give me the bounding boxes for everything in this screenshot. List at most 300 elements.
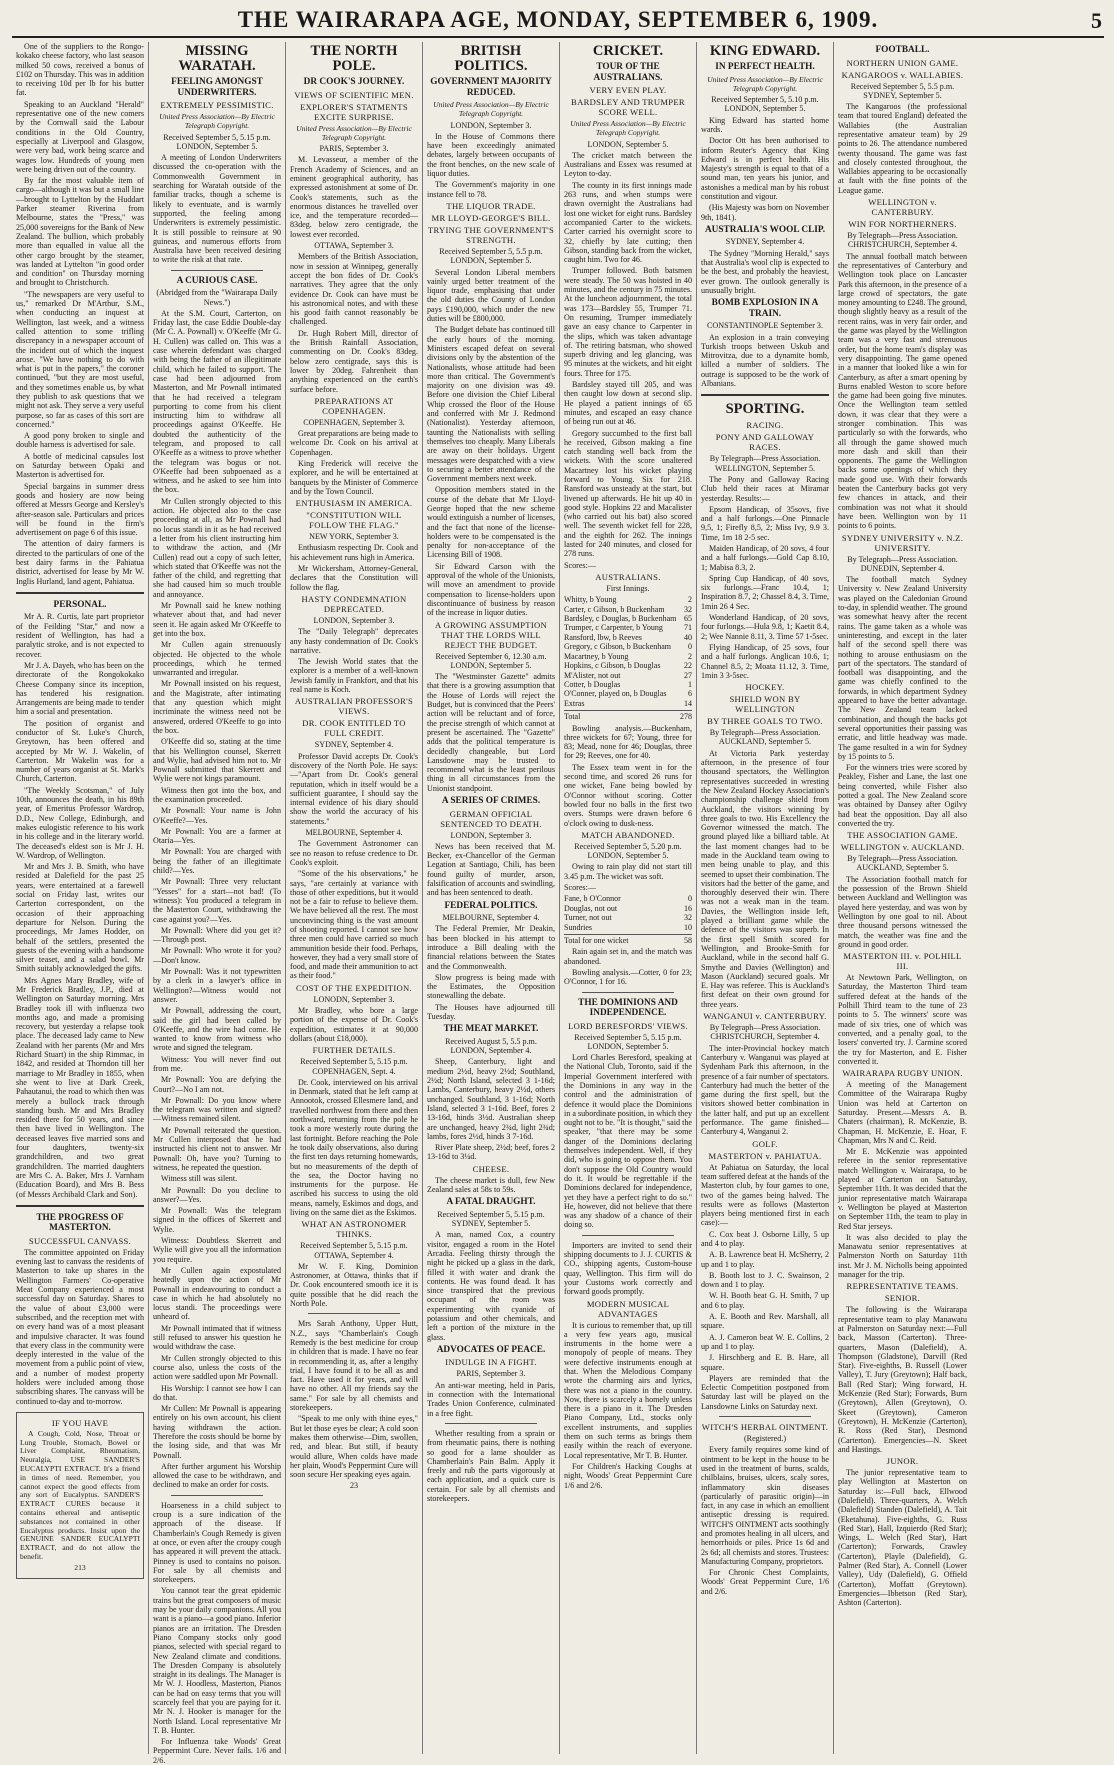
article-paragraph: Mr Pownall: Three very reluctant "Yesses" for a start—not bad! (To witness): You produced a telegram in the Masterton Court, withdrawing the case against you?—Yes. [153, 877, 281, 924]
article-paragraph: Great preparations are being made to welcome Dr. Cook on his arrival at Copenhagen. [290, 429, 418, 457]
article-paragraph: Mr Pownall, addressing the court, said the girl had been called by O'Keeffe, and the wire had come. He wanted to know from witness who wrote and signed the telegram. [153, 1006, 281, 1053]
article-divider [582, 992, 674, 993]
headline-federal-politics: FEDERAL POLITICS. [444, 900, 538, 911]
article-paragraph: A. E. Booth and Rev. Marshall, all square. [701, 1312, 829, 1331]
article-paragraph: News has been received that M. Becker, ex-Chancellor of the German Legation at Santiago, Chili, has been found guilty of murder, arson, falsification of accounts and swindling, and has been sentenced to death. [427, 841, 555, 898]
article-paragraph: Mrs Agnes Mary Bradley, wife of Mr Frederick Bradley, J.P., died at Wellington on Saturday morning. Mrs Bradley took ill with influenza two months ago, and made a promising recovery, but yesterday a relapse took place. The deceased lady came to New Zealand with her parents (Mr and Mrs Richard Stuart) in the ship Rimmac, in 1842, and resided at Thorndon till her marriage to Mr Bradley in 1855, when she went to live at Dark Creek, Pahautanui, the road to which then was merely a bullock track through standing bush. Mr and Mrs Bradley resided there for 50 years, and since then have lived in Wellington. The deceased leaves five married sons and four daughters, twenty-six grandchildren, and two great grandchildren. The married daughters are Mrs C. A. Baker, Mrs J. Varnham (Education Board), and Mrs B. Bess (of Messrs Archibald Clark and Son). [16, 975, 144, 1199]
article-paragraph: River Plate sheep, 2½d; beef, fores 2 13-16d to 3¼d. [427, 1143, 555, 1162]
article-paragraph: Flying Handicap, of 25 sovs, four and a half furlongs. Anglican 10.6, 1; Channel 8.5, 2; Moata 11.12, 3. Time, 1min 3 3-5sec. [701, 642, 829, 680]
article-paragraph: Epsom Handicap, of 35sovs, five and a half furlongs.—One Pinnacle 9,5, 1; Firefly 8,5, 2; Miss Ivy, 9.9 3. Time, 1m 18 2-5 sec. [701, 504, 829, 542]
dateline: Received September 5, 5.15 p.m. OTTAWA, September 4. [300, 1241, 408, 1260]
article-paragraph: It was also decided to play the Manawatu senior representatives at Palmerston North on Saturday 11th inst. Mr J. M. Nicholls being appointed manager for the trip. [838, 1232, 967, 1280]
section-heading: MODERN MUSICAL ADVANTAGES [586, 1298, 670, 1319]
registered-note: (Registered.) [743, 1434, 787, 1444]
section-heading: ENTHUSIASM IN AMERICA. [295, 498, 413, 509]
batsman: Gregory, c Gibson, b Buckenham [564, 642, 672, 652]
section-heading: A GROWING ASSUMPTION THAT THE LORDS WILL REJECT THE BUDGET. [435, 619, 547, 650]
runs: 10 [684, 922, 692, 932]
section-heading: WAIRARAPA RUGBY UNION. [842, 1068, 963, 1079]
section-heading: RACING. [746, 420, 784, 431]
wire-credit: United Press Association—By Electric Telegraph Copyright. [570, 119, 686, 138]
dateline: Received September 5, 5.20 p.m. LONDON, September 5. [574, 841, 682, 861]
article-paragraph: Mr Pownall: Who wrote it for you?—Don't know. [153, 946, 281, 965]
advertisement-eucalypti [16, 1412, 144, 1579]
headline-british-politics: BRITISH POLITICS. [454, 43, 528, 74]
column-1 [12, 42, 149, 1754]
column-rule [16, 1205, 144, 1207]
article-paragraph: Owing to rain play did not start till 3.45 p.m. The wicket was soft. [564, 862, 692, 881]
column-7 [834, 42, 971, 1754]
article-paragraph: M. Levasseur, a member of the French Academy of Sciences, and an eminent geographical authority, has expressed astonishment at some of Dr. Cook's statements, such as the enormous distances he travelled over ice, and the temperature recorded—83deg. below zero centigrade, the lowest ever recorded. [290, 155, 418, 239]
article-paragraph: Mr Cullen again strenuously objected. He objected to the whole proceedings, which he termed unwarranted and irregular. [153, 640, 281, 678]
article-paragraph: O'Keeffe did so, stating at the time that his Wellington counsel, Skerrett and Wylie, had advised him not to. Mr Pownall submitted that Skerrett and Wylie were not kings paramount. [153, 737, 281, 784]
score-row [564, 614, 692, 623]
article-paragraph: Mr A. R. Curtis, late part proprietor of the Feilding "Star," and now a resident of Wellington, has had a paralytic stroke, and is not expected to recover. [16, 612, 144, 659]
advert-paragraph: Importers are invited to send their shipping documents to J. J. CURTIS & CO., shipping agents, Custom-house quay, Wellington. This firm will do your Customs work correctly and forward goods promptly. [564, 1240, 692, 1297]
runs: 32 [684, 604, 692, 614]
article-paragraph: Dr. Hugh Robert Mill, director of the British Rainfall Association, commenting on Dr. Cook's 83deg. below zero centigrade, says this is lower by 20deg. Fahrenheit than anything experienced on the earth's surface before. [290, 328, 418, 394]
runs: 0 [688, 894, 692, 904]
article-paragraph: Sheep, Canterbury, light and medium 2½d, heavy 2½d; Southland, 2½d; North Island, selected 3 1-16d; Lambs, Canterbury, heavy 2½d, others unchanged. Southland, 3 1-16d; North Island, selected 3 1-16d. Beef, fores 2 13-16d, hinds 3½d. Australian sheep are unchanged, heavy 2¾d, light 2¾d; lambs, fores 2½d, hinds 3 7-16d. [427, 1057, 555, 1141]
article-paragraph: (His Majesty was born on November 9th, 1841). [701, 203, 829, 222]
score-row [564, 689, 692, 698]
ad-signature: 213 [74, 1562, 86, 1572]
total-label: Total [564, 712, 581, 722]
dateline: Received August 5, 5.5 p.m. LONDON, September 4. [445, 1036, 537, 1056]
dateline: Received September 5, 5.5 p.m. SYDNEY, September 5. [850, 81, 955, 100]
article-paragraph: At Pahiatua on Saturday, the local team suffered defeat at the hands of the Masterton club, by four games to one, two of the games being halved. The results were as follows (Masterton players being mentioned first in each case):— [701, 1162, 829, 1228]
article-paragraph: Witness then got into the box, and the examination proceeded. [153, 785, 281, 804]
runs: 71 [684, 623, 692, 633]
advert-paragraph: For Chronic Chest Complaints, Woods' Great Peppermint Cure, 1/6 and 2/6. [701, 1568, 829, 1596]
headline-fatal-draught: A FATAL DRAUGHT. [446, 1197, 536, 1208]
article-paragraph: The football match Sydney University v. New Zealand University was played on the Caledonian Ground to-day, in splendid weather. The ground was somewhat heavy after the recent rains. The game taken as a whole was uninteresting, and except in the later half of the second spell there was nothing to arouse enthusiasm on the part of the spectators. The standard of football was disappointing, and the game was chiefly confined to the forwards, in which department Sydney appeared to have the better advantage. The New Zealand team lacked combination, and though the backs got several opportunities their passing was erratic, and little headway was made. The game resulted in a win for Sydney by 15 points to 5. [838, 575, 967, 761]
dateline: By Telegraph—Press Association. CHRISTCHURCH, September 4. [709, 1023, 821, 1042]
batsman: Sundries [564, 922, 592, 932]
article-paragraph: B. Booth lost to J. C. Swainson, 2 down and 1 to play. [701, 1270, 829, 1290]
score-row [564, 623, 692, 632]
score-row [564, 904, 692, 913]
score-row [564, 680, 692, 689]
article-paragraph: The attention of dairy farmers is directed to the particulars of one of the best dairy farms in the Pahiatua district, advertised for lease by Mr W. Inglis Hurland, land agent, Pahiatua. [16, 539, 144, 586]
section-heading: COST OF THE EXPEDITION. [296, 982, 412, 993]
subheadline: GOVERNMENT MAJORITY REDUCED. [430, 77, 552, 98]
article-paragraph: A meeting of the Management Committee of the Wairarapa Rugby Union was held at Carterton on Saturday. Present.—Messrs A. B. Chaters (chairman), R. McKenzie, B. Chapman, H. McKenzie, E. Hoar, F. Chapman, Mrs N and C. Reid. [838, 1080, 967, 1145]
dateline: Received September 5, 5.15 p.m. SYDNEY, September 5. [437, 1209, 545, 1229]
article-paragraph: At the S.M. Court, Carterton, on Friday last, the case Eddie Double-day (Mr C. A. Pownall) v. O'Keeffe (Mr G. H. Cullen) was called on. This was a case wherein defendant was charged with being the father of an illegitimate child, which he failed to support. The case had been adjourned from Masterton, and Mr Pownall intimated that he had received a telegram purporting to come from his client instructing him to withdraw all proceedings against O'Keeffe. He doubted the authenticity of the telegram, and proposed to call O'Keeffe as a witness to prove whether the telegram was bogus or not. O'Keeffe had been subpoenaed as a witness, and he asked to see him into the box. [153, 308, 281, 495]
article-paragraph: Lord Charles Beresford, speaking at the National Club, Toronto, said if the Imperial Government interfered with the Dominions in any way in the control and the administration of defence it would place the Dominions in a subordinate position, in which they ought not to be. "It is thought," said the speaker, "that there may be some danger of the Dominions declaring themselves independent. Well, if they did, who is going to oppose them. You don't suppose the Old Country would do it. It would be regrettable if the Dominions declared for independence, yet they have a perfect right to do so." He, however, did not believe that there was any shadow of a chance of their doing so. [564, 1053, 692, 1230]
article-paragraph: The Government Astronomer can see no reason to refuse credence to Dr. Cook's exploit. [290, 839, 418, 867]
score-row [564, 652, 692, 661]
batsman: M'Alister, not out [564, 670, 621, 680]
headline-king-edward: KING EDWARD. [709, 43, 821, 59]
total-runs: 58 [684, 935, 692, 945]
wire-credit: United Press Association—By Electric Telegraph Copyright. [433, 100, 549, 119]
section-heading: SENIOR. [884, 1293, 921, 1304]
runs: 16 [684, 903, 692, 913]
headline-missing-waratah: MISSING WARATAH. [178, 43, 256, 74]
dateline: MELBOURNE, September 4. [305, 828, 403, 838]
article-paragraph: Spring Cup Handicap, of 40 sovs, six furlongs.—Franc 10.4, 1; Inspiration 8.7, 2; Chassel 8.4, 3. Time, 1min 26 4 Sec. [701, 573, 829, 611]
dateline: Received September 6, 12.30 a.m. LONDON, September 5. [435, 651, 547, 670]
section-heading: AUSTRALIAN PROFESSOR'S VIEWS. [294, 696, 414, 717]
masthead [12, 6, 1104, 38]
batsman: Cotter, b Douglas [564, 679, 621, 689]
article-paragraph: Mr Bradley, who bore a large portion of the expense of Dr. Cook's expedition, estimates it at 90,000 dollars (about £18,000). [290, 1006, 418, 1043]
subheadline: BARDSLEY AND TRUMPER SCORE WELL. [571, 97, 685, 117]
article-paragraph: "The newspapers are very useful to us," remarked Dr M'Arthur, S.M., when conducting an inquest at Wellington, last week, and a witness called attention to some trifling discrepancy in a newspaper account of the incident out of which the inquest arose. "We have nothing to do with what is put in the papers," the coroner continued, "but they are most useful, and they sometimes enable us, by what they publish to ask questions that we might not ask. They serve a very useful purpose, so far as cases of this sort are concerned." [16, 289, 144, 429]
section-heading: MASTERTON III. v. POLHILL III. [843, 951, 962, 972]
section-heading: MR LLOYD-GEORGE'S BILL. [431, 212, 551, 223]
column-2 [149, 42, 286, 1765]
article-paragraph: A man, named Cox, a country visitor, engaged a room in the Hotel Arcadia. Feeling thirsty through the night he picked up a glass in the dark, filled it with water and drank the contents. He was found dead. It has since transpired that the previous occupant of the room was experimenting with cyanide of potassium and other chemicals, and left a portion of the mixture in the glass. [427, 1230, 555, 1342]
article-paragraph: "Some of the his observations," he says, "are certainly at variance with those of other expeditions, but it would not be a fair to refuse to believe them. We have believed all the rest. The most unconvincing thing is the vast amount of shooting reported. I cannot see how three men could have carried so much ammunition beside their food. Perhaps, however, they had a very small store of food, and made their ammunition to act as their food." [290, 869, 418, 981]
article-paragraph: In the House of Commons there have been exceedingly animated debates, largely between occupants of the front benches, on the new scale of liquor duties. [427, 131, 555, 179]
wire-credit: United Press Association—By Electric Telegraph Copyright. [707, 74, 823, 93]
article-paragraph: W. H. Booth beat G. H. Smith, 7 up and 6 to play. [701, 1291, 829, 1310]
article-paragraph: C. Cox beat J. Osborne Lilly, 5 up and 4 to play. [701, 1229, 829, 1248]
wire-credit: United Press Association—By Electric Telegraph Copyright. [159, 112, 275, 131]
dateline: By Telegraph—Press Association. WELLINGTON, September 5. [709, 454, 821, 473]
score-row [564, 923, 692, 932]
article-paragraph: Gregory succumbed to the first ball he received, Gibson making a fine catch standing well back from the wickets. With the score unaltered Macartney lost his wicket playing forward to Young. Six for 218. Ransford was unsteady at the start, but livened up afterwards. He hit up 40 in good style. Hopkins 22 and Macalister (who carried out his bat) also scored well. The seventh wicket fell for 228, and the eighth for 262. The innings lasted for 240 minutes, and closed for 278 runs. [564, 428, 692, 559]
article-paragraph: J. Hirschberg and E. B. Hare, all square. [701, 1353, 829, 1372]
article-divider [582, 1235, 674, 1236]
article-paragraph: Mr Pownall: Do you know where the telegram was written and signed?—Witness remained silent. [153, 1095, 281, 1124]
score-row [564, 633, 692, 642]
article-paragraph: A meeting of London Underwriters discussed the co-operation with the Commonwealth Government in searching for Waratah outside of the familiar tracks, though a scheme is likely to eventuate, and is warmly supported, the feeling among Underwriters is extremely pessimistic. It is still possible to reinsure at 90 guineas, and numerous efforts from Australia have been received desiring to write the risk at that rate. [153, 153, 281, 265]
article-paragraph: Doctor Ott has been authorised to inform Reuter's Agency that King Edward is in perfect health. His Majesty's strength is equal to that of a sound man, ten years his junior, and astonishes a medical man by his robust constitution and vigour. [701, 136, 829, 202]
article-paragraph: Mr Pownall: You are defying the Court?—No I am not. [153, 1075, 281, 1094]
subheadline: SUCCESSFUL CANVASS. [28, 1235, 132, 1246]
column-3 [286, 42, 423, 1754]
article-paragraph: The cheese market is dull, few New Zealand sales at 58s to 59s. [427, 1175, 555, 1194]
batsman: Douglas, not out [564, 903, 618, 913]
article-paragraph: Mr Cullen: Mr Pownall is appearing entirely on his own account, his client having withdrawn the action. Therefore the costs should be borne by the losing side, and that was Mr Pownall. [153, 1404, 281, 1460]
headline-progress-masterton: THE PROGRESS OF MASTERTON. [36, 1212, 124, 1234]
subheadline: EXTREMELY PESSIMISTIC. [160, 100, 274, 110]
article-paragraph: Trumper followed. Both batsmen were steady. The 50 was hoisted in 40 minutes, and the century in 75 minutes. At the luncheon adjournment, the total was 173—Bardsley 55, Trumper 71. On resuming, Trumper immediately gave an easy chance to Carpenter in the slips, which was taken advantage of. The retiring batsman, who showed superb driving and leg glancing, was 95 minutes at the wickets, and hit eight fours. Three for 175. [564, 266, 692, 378]
dateline: By Telegraph—Press Association. AUCKLAND, September 5. [709, 728, 821, 747]
advert-paragraph: It is curious to remember that, up till a very few years ago, musical instruments in the home were a monopoly of people of means. They were defective instruments enough at that. When the Melodious Company wrote the charming airs and lyrics, there was not a piano in the country. Now, there is scarcely a homely unless there is a piano in it. The Dresden Piano Company, Ltd., stocks only excellent instruments, and supplies them on such terms as brings them easily within the reach of everyone. Local representative, Mr T. B. Hunter. [564, 1320, 692, 1460]
section-heading-personal: PERSONAL. [53, 599, 107, 610]
article-paragraph: Mr W. F. King, Dominion Astronomer, at Ottawa, thinks that if Dr. Cook encountered smooth ice it is quite possible that he did reach the North Pole. [290, 1261, 418, 1309]
ad-title: IF YOU HAVE [51, 1417, 109, 1428]
column-6 [697, 42, 834, 1754]
batsman: Ransford, lbw, b Reeves [564, 632, 642, 642]
section-heading: "CONSTITUTION WILL FOLLOW THE FLAG." [306, 510, 402, 531]
score-row [564, 894, 692, 903]
dateline: Received September 5, 5.15 p.m. COPENHAGEN, Sept. 4. [300, 1057, 408, 1076]
page-number: 5 [1091, 8, 1102, 33]
section-heading: MATCH ABANDONED. [581, 829, 675, 840]
article-paragraph: Mr Pownall said he knew nothing whatever about that, and had never seen it. He again asked Mr O'Keeffe to get into the box. [153, 601, 281, 638]
article-paragraph: Witness: You will never find out from me. [153, 1054, 281, 1073]
runs: 40 [684, 632, 692, 642]
section-heading: WITCH'S HERBAL OINTMENT. [701, 1422, 829, 1433]
article-paragraph: Speaking to an Auckland "Herald" representative one of the new comers by the Cornwall said the Labour conditions in the Old Country, especially at Liverpool and Glasgow, were very bad, work being scarce and wages low. Hundreds of young men were being driven out of the country. [16, 99, 144, 174]
section-heading: HASTY CONDEMNATION DEPRECATED. [301, 593, 407, 614]
section-heading: THE ASSOCIATION GAME. [847, 830, 958, 841]
runs: 1 [688, 679, 692, 689]
scorecard-australians [564, 595, 692, 721]
headline-curious-case: A CURIOUS CASE. [176, 275, 258, 286]
subheadline: VERY EVEN PLAY. [589, 85, 667, 95]
scores-label: Scores:— [564, 882, 596, 892]
article-paragraph: Maiden Handicap, of 20 sovs, 4 four and a half furlongs.—Gold Cap 8.10, 1; Mabisa 8.3, 2. [701, 543, 829, 572]
section-heading: BY THREE GOALS TO TWO. [707, 716, 823, 727]
ad-text: A Cough, Cold, Nose, Throat or Lung Trouble, Stomach, Bowel or Liver Complaint, Rheumatism, Neuralgia, USE SANDER'S EUCALYPTI EXTRACT. It's a friend in times of need. Remember, you cannot expect the good effects from any sort of Eucalyptus. SANDER'S EXTRACT CURES because it contains ethereal and antiseptic substances not contained in other Eucalyptus products. Insist upon the GENUINE SANDER EUCALYPTI EXTRACT, and do not allow the benefit. [20, 1428, 140, 1562]
section-heading: FURTHER DETAILS. [312, 1045, 396, 1056]
column-4 [423, 42, 560, 1754]
article-paragraph: The following is the Wairarapa representative team to play Manawatu at Palmerston on Saturday next:—Full back, Masson (Carterton). Three-quarters, Mason (Dalefield), A. Thompson (Gladstone), Darvill (Red Star). Five-eighths, B. Russell (Lower Valley), T. Jury (Greytown); Half back, Ball (Red Star); Wing forward, H. McKenzie (Red Star); Forwards, Burn (Greytown), Allen (Greytown), O. Skeet (Greytown), Cameron (Greytown), H. McKenzie (Carterton), R. Ross (Red Star), Desmond (Carterton). Emergencies—N. Skeet and Hastings. [838, 1305, 967, 1454]
article-paragraph: Dr. Cook, interviewed on his arrival in Denmark, stated that he left camp at Annootok, crossed Ellesmere land, and travelled northwest from there and then northward, returning from the pole he took a more westerly route during the last fortnight. Before reaching the Pole he took daily observations, also during the first ten days returning homewards, but no measurements of the depth of the sea, the Doctor having no instruments for the purpose. He ascribed his success to using the old means, namely, Eskimos and dogs, and living on the same diet as the Eskimos. [290, 1077, 418, 1217]
subheadline: EXPLORER'S STATMENTS EXCITE SURPRISE. [300, 101, 408, 122]
section-heading: WIN FOR NORTHERNERS. [848, 219, 957, 230]
advert-paragraph: Mrs Sarah Anthony, Upper Hutt, N.Z., says "Chamberlain's Cough Remedy is the best medicine for croup in children that is made. I have no fear in recommending it, as, after a lengthy trial, I have found it to be all as and fact. Have used it for years, and will have no other. All my friends say the same." For sale by all chemists and storekeepers. [290, 1319, 418, 1413]
article-paragraph: The annual football match between the representatives of Canterbury and Wellington took place on Lancaster Park this afternoon, in the presence of a large crowd of spectators, the gate money amounting to £248. The ground, though slightly heavy as a result of the recent rains, was in very fair order, and the game was played by the Wellington team was a very fast and strenuous order, but the home team's display was very disappointing. The game opened in a manner that looked like a win for Canterbury, as after a smart opening by Burns enabled Weston to score before the game had been going five minutes. Once the Wellington team settled down, it was clear that they were a stronger combination. This was particularly so with the forwards, who all through the game showed much more dash and skill than their opponents. The game the Wellington backs some openings of which they made good use. With their forwards beaten the Canterbury backs got very few chances in attack, and their combination was not what it should have been. Wellington won by 11 points to 6 points. [838, 251, 967, 531]
article-paragraph: King Edward has started home wards. [701, 115, 829, 134]
section-heading: REPRESENTATIVE TEAMS. [846, 1281, 959, 1292]
article-paragraph: Mr Pownall: Was the telegram signed in the offices of Skerrett and Wylie. [153, 1206, 281, 1234]
section-heading: GOLF. [752, 1138, 778, 1149]
score-row [564, 595, 692, 604]
article-paragraph: Enthusiasm respecting Dr. Cook and his achievement runs high in America. [290, 543, 418, 562]
section-heading: WANGANUI v. CANTERBURY. [703, 1011, 827, 1022]
article-paragraph: One of the suppliers to the Rongo-kokako cheese factory, who last season milked 50 cows, received a bonus of £102 on Thursday. This was in addition to receiving 10d per lb for his butter fat. [16, 42, 144, 98]
section-heading: DR. COOK ENTITLED TO FULL CREDIT. [302, 718, 406, 739]
section-heading: PREPARATIONS AT COPENHAGEN. [314, 395, 394, 416]
article-paragraph: Mr Pownall: Your name is John O'Keeffe?—Yes. [153, 806, 281, 825]
article-paragraph: Witness still was silent. [161, 1174, 238, 1184]
scorecard-subheading: First Innings. [606, 583, 650, 593]
column-5 [560, 42, 697, 1754]
article-paragraph: The Kangaroos (the professional team that toured England) defeated the Wallabies (the Australian representative amateur team) by 29 points to 26. The attendance numbered twenty thousand. The game was fast and closely contested throughout, the Wallabies appearing to be occasionally at fault with the fine points of the League game. [838, 102, 967, 195]
runs: 2 [688, 595, 692, 605]
dateline: LONDON, September 3. [450, 830, 532, 840]
article-paragraph: An explosion in a train conveying Turkish troops between Uskub and Mitrovitza, due to a dynamite bomb, killed a number of soldiers. The outrage is supposed to be the work of Albanians. [701, 332, 829, 389]
article-paragraph: Players are reminded that the Eclectic Competition postponed from Saturday last will be played on the Lansdowne Links on Saturday next. [701, 1373, 829, 1411]
batsman: Trumper, c Carpenter, b Young [564, 623, 663, 633]
article-paragraph: The inter-Provincial hockey match Canterbury v. Wanganui was played at Sydenham Park this afternoon, in the presence of a fair number of spectators. Canterbury had much the better of the game during the first spell, but the visitors showed better combination in the latter half, and put up an excellent performance. The game finished—Canterbury 4, Wanganui 2. [701, 1043, 829, 1137]
column-rule [16, 592, 144, 594]
batsman: Fane, b O'Connor [564, 894, 621, 904]
article-paragraph: Mr Pownall reiterated the question. Mr Cullen interposed that he had instructed his client not to answer. Mr Pownall: Oh, have you? Turning to witness, he repeated the question. [153, 1125, 281, 1172]
article-paragraph: Mr Pownall: You are charged with being the father of an illegitimate child?—Yes. [153, 847, 281, 876]
dateline: PARIS, September 3. [456, 1369, 526, 1379]
section-heading: WELLINGTON v. CANTERBURY. [868, 197, 937, 218]
section-heading: WHAT AN ASTRONOMER THINKS. [301, 1219, 407, 1240]
score-row [564, 605, 692, 614]
article-paragraph: After further argument his Worship allowed the case to be withdrawn, and declined to make an order for costs. [153, 1461, 281, 1490]
section-heading: HOCKEY. [745, 682, 785, 693]
dateline: Received September 5, 5.15 p.m. LONDON, September 5. [574, 1032, 682, 1051]
article-paragraph: Wonderland Handicap, of 20 sovs, four furlongs.—Hula 9.8, 1; Kaetit 8.4, 2; Wee Nannie 8.11, 3. Time 57 1-5sec. [701, 613, 829, 641]
article-paragraph: "The Weekly Scotsman," of July 10th, announces the death, in his 89th year, of Emeritus Professor Wardrop, D.D., New College, Edinburgh, and makes eulogistic reference to his work in his college and in the literary world. The deceased's eldest son is Mr J. H. W. Wardrop, of Wellington. [16, 785, 144, 860]
batsman: Macartney, b Young [564, 651, 629, 661]
advert-paragraph: "Speak to me only with thine eyes," But let those eyes be clear; A cold soon makes them otherwise—Dim, swollen, red, and blear. But still, if beauty would allure, When colds have made her plain, Wood's Peppermint Cure will soon secure Her speaking eyes again. [290, 1414, 418, 1480]
dateline: SYDNEY, September 4. [314, 740, 394, 750]
article-paragraph: At Victoria Park yesterday afternoon, in the presence of four thousand spectators, the Wellington representatives succeeded in wresting the New Zealand Hockey Association's championship challenge shield from Auckland, the visitors winning by three goals to two. His Excellency the Governor witnessed the match. The ground played like a billiard table. At the last moment changes had to be made in the Auckland team owing to men being unable to play, and this seemed to upset their combination. The visitors had the better of the game, and thoroughly deserved their win. There was not a weak man in the team. Davies, the Wellington inside left, played a brilliant game while the defence of the visitors was superb. In the first spell Smith scored for Wellington, and Brooke-Smith for Auckland, while in the second half G. Smythe and Davies (Wellington) and Mason (Auckland) secured goals. Mr E. Hay was referee. This is Auckland's first defeat on their own ground for three years. [701, 748, 829, 1009]
batsman: Carter, c Gibson, b Buckenham [564, 604, 665, 614]
dateline: Received September 5, 5.10 p.m. LONDON, September 5. [711, 95, 819, 114]
wire-credit: United Press Association—By Electric Telegraph Copyright. [296, 123, 412, 142]
score-total [564, 710, 692, 721]
batsman: Hopkins, c Gibson, b Douglas [564, 661, 661, 671]
article-paragraph: Rain again set in, and the match was abandoned. [564, 947, 692, 966]
dateline: NEW YORK, September 3. [309, 532, 399, 542]
headline-meat-market: THE MEAT MARKET. [443, 1024, 539, 1035]
runs: 22 [684, 661, 692, 671]
scores-label: Scores:— [564, 560, 596, 570]
runs: 32 [684, 913, 692, 923]
article-paragraph: Special bargains in summer dress goods and hosiery are now being offered at Messrs George and Kersley's after-season sale. Particulars and prices will be found in the firm's advertisement on page 6 of this issue. [16, 481, 144, 538]
article-paragraph: Sir Edward Carson with the approval of the whole of the Unionists, will move an amendment to provide compensation to license-holders upon discontinuance of business by reason of the increase in liquor duties. [427, 561, 555, 618]
advert-paragraph: Whether resulting from a sprain or from rheumatic pains, there is nothing so good for a lame shoulder as Chamberlain's Pain Balm. Apply it freely and rub the parts vigorously at each application, and a quick cure is certain. For sale by all chemists and storekeepers. [427, 1428, 555, 1504]
section-heading: NORTHERN UNION GAME. [846, 57, 959, 68]
article-paragraph: Mr and Mrs J. B. Smith, who have resided at Dalefield for the past 25 years, were entertained at a farewell social on Friday last, writes our Carterton correspondent, on the occasion of their approaching departure for Nelson. During the proceedings, Mr James Hodder, on behalf of the settlers, presented the guests of the evening with a handsome silver teaset, and a salad bowl. Mr Smith suitably acknowledged the gifts. [16, 862, 144, 974]
article-paragraph: The Association football match for the possession of the Brown Shield between Auckland and Wellington was played here yesterday, and was won by Wellington by one goal to nil. About three thousand persons witnessed the match, the weather was fine and the ground in good order. [838, 874, 967, 949]
article-paragraph: Professor David accepts Dr. Cook's discovery of the North Pole. He says:—"Apart from Dr. Cook's general reputation, which in itself would be a sufficient guarantee, I should say the internal evidence of his diary should show the world the accuracy of his statements." [290, 751, 418, 826]
article-paragraph: A. J. Cameron beat W. E. Collins, 2 up and 1 to play. [701, 1332, 829, 1351]
article-paragraph: Bowling analysis.—Buckenham, three wickets for 67; Young, three for 83; Mead, none for 46; Douglas, three for 29; Reeves, one for 40. [564, 723, 692, 761]
article-paragraph: The Essex team went in for the second time, and scored 26 runs for one wicket, Fane being bowled by O'Connor without scoring. Cotter bowled four no balls in the first two overs. Stumps were drawn before 6 o'clock owing to dusk-ness. [564, 762, 692, 828]
section-heading: KANGAROOS v. WALLABIES. [841, 69, 964, 80]
section-heading: SYDNEY UNIVERSITY v. N.Z. UNIVERSITY. [841, 532, 964, 553]
article-paragraph: Mr Pownall insisted on his request, and the Magistrate, after intimating that any question which might incriminate the witness need not be answered, ordered O'Keeffe to go into the box. [153, 679, 281, 735]
article-paragraph: Several London Liberal members vainly urged better treatment of the liquor trade, emphasising that under the old duties the County of London pays £190,000, which under the new duties will be £800,000. [427, 267, 555, 324]
article-paragraph: Mr E. McKenzie was appointed referee in the senior representative match Wellington v. Wairarapa, to be played at Carterton on Saturday, September 11th. It was decided that the junior representative match Wairarapa v. Wellington be played at Masterton on September 11th, the team to play in Red Star jerseys. [838, 1147, 967, 1231]
article-paragraph: A. B. Lawrence beat H. McSherry, 2 up and 1 to play. [701, 1250, 829, 1269]
dateline: SYDNEY, September 4. [725, 237, 805, 247]
subheadline: TOUR OF THE AUSTRALIANS. [593, 62, 663, 83]
dateline: LONODN, September 3. [313, 994, 395, 1004]
subheadline: VIEWS OF SCIENTIFIC MEN. [294, 89, 414, 100]
runs: 65 [684, 614, 692, 624]
headline-north-pole: THE NORTH POLE. [310, 43, 398, 74]
article-paragraph: His Worship: I cannot see how I can do that. [153, 1383, 281, 1402]
article-paragraph: The Sydney "Morning Herald," says that Australia's wool clip is expected to be the best, and probably the heaviest, ever grown. The outlook generally is unusually bright. [701, 248, 829, 295]
advert-paragraph: For Children's Hacking Coughs at night, Woods' Great Peppermint Cure 1/6 and 2/6. [564, 1461, 692, 1490]
runs: 27 [684, 670, 692, 680]
total-label: Total for one wicket [564, 935, 629, 945]
dateline: CONSTANTINOPLE September 3. [706, 321, 824, 331]
article-divider [308, 1313, 400, 1314]
article-paragraph: Mr Pownall: Where did you get it?—Through post. [153, 925, 281, 945]
article-paragraph: Mr Pownall intimated that if witness still refused to answer his question he would withdraw the case. [153, 1323, 281, 1352]
article-paragraph: At Newtown Park, Wellington, on Saturday, the Masterton Third team suffered defeat at the hands of the Polhill Third team to the tune of 23 points to 5. The winners' score was made of six tries, one of which was converted, and a penalty goal, to the losers' converted try. J. Carmine scored the try for Masterton, and E. Fisher converted it. [838, 973, 967, 1066]
headline-advocates-of-peace: ADVOCATES OF PEACE. [436, 1344, 546, 1355]
article-divider [719, 1416, 811, 1417]
headline-football: FOOTBALL. [875, 45, 930, 55]
score-row [564, 913, 692, 922]
subheadline: FEELING AMONGST UNDERWRITERS. [171, 77, 263, 98]
article-divider [171, 1495, 263, 1496]
article-paragraph: The committee appointed on Friday evening last to canvass the residents of Masterton to take up shares in the Wellington Farmers' Co-operative Meat Company experienced a most successful day on Saturday. Shares to the value of about £3,000 were subscribed, and the reception met with on every hand was of a most pleasant and impulsive character. It was found that every class in the community were deeply interested in the value of the movement from a public point of view, and a number of modest property holders were included among those subscribing shares. The canvass will be continued to-day and to-morrow. [16, 1247, 144, 1406]
batsman: Bardsley, c Douglas, b Buckenham [564, 614, 677, 624]
dateline: Received September 5, 5.15 p.m. LONDON, September 5. [163, 132, 271, 151]
article-paragraph: Bardsley stayed till 205, and was then caught low down at second slip. He played a patient innings of 65 minutes, and escaped an easy chance of being run out at 46. [564, 380, 692, 427]
score-total [564, 934, 692, 945]
runs: 6 [688, 689, 692, 699]
newspaper-title: THE WAIRARAPA AGE, MONDAY, SEPTEMBER 6, 1909. [237, 7, 879, 32]
columns [12, 42, 1104, 1765]
article-paragraph: The junior representative team to play Wellington at Masterton on Saturday is:—Full back, Ellwood (Dalefield). Three-quarters, A. Welch (Dalefield) Standen (Dalefield), A. Tait (Eketahuna). Five-eighths, G. Russ (Red Star), Hall, Izquierdo (Red Star); Wings, L. Welch (Red Star), Hart (Carterton); Forwards, Crawley (Carterton), Playle (Dalefield), G. Palmer (Red Star), A. Connell (Lower Valley), Udy (Dalefield), G. Offield (Carterton), Moffatt (Greytown). Emergencies—Ibbetson (Red Star), Ashton (Carterton). [838, 1468, 967, 1608]
section-heading: JUNOR. [886, 1456, 919, 1467]
source-note: (Abridged from the "Wairarapa Daily News.") [156, 288, 278, 307]
headline-sporting: SPORTING. [725, 401, 805, 418]
article-paragraph: The Government's majority in one instance fell to 78. [427, 180, 555, 199]
article-paragraph: Members of the British Association, now in session at Winnipeg, generally accept the bon fides of Dr. Cook's narratives. They agree that the only evidence Dr. Cook can have must be his astronomical notes, and with these his good faith cannot reasonably be challenged. [290, 252, 418, 327]
runs: 14 [684, 698, 692, 708]
advert-paragraph: Hoarseness in a child subject to croup is a sure indication of the approach of the disease. If Chamberlain's Cough Remedy is given at once, or even after the croupy cough has appeared it will prevent the attack. Pinney is used to contains no poison. For sale by all chemists and storekeepers. [153, 1500, 281, 1585]
headline-cricket: CRICKET. [592, 43, 664, 59]
article-paragraph: An anti-war meeting, held in Paris, in connection with the International Trades Union Conference, culminated in a free fight. [427, 1380, 555, 1418]
dateline: By Telegraph—Press Association. AUCKLAND, September 5. [847, 854, 958, 873]
dateline: MELBOURNE, September 4. [442, 913, 540, 923]
batsman: Extras [564, 698, 585, 708]
batsman: Turner, not out [564, 913, 612, 923]
article-paragraph: For the winners tries were scored by Peakley, Fisher and Lane, the last one being converted, while Fisher also potted a goal. The New Zealand score was obtained by Dansey after Ogilvy had beat the opposition. Day all also converted the try. [838, 763, 967, 828]
scorecard-heading: AUSTRALIANS. [595, 571, 661, 582]
section-heading: WELLINGTON v. AUCKLAND. [840, 842, 965, 853]
subheadline: INDULGE IN A FIGHT. [445, 1357, 537, 1368]
section-heading: SHIELD WON BY WELLINGTON [729, 694, 801, 715]
dateline: By Telegraph—Press Association. DUNEDIN, September 4. [847, 554, 958, 573]
article-paragraph: Witness: Doubtless Skerrett and Wylie will give you all the information you require. [153, 1236, 281, 1264]
dateline: PARIS, September 3. [319, 144, 389, 154]
runs: 2 [688, 651, 692, 661]
article-paragraph: The county in its first innings made 263 runs, and when stumps were drawn overnight the Australians had lost one wicket for eight runs. Bardsley accompanied Carter to the wickets. Carter carried his overnight score to 32, chiefly by late cutting; then Gibson, standing back from the wicket, caught him. Two for 46. [564, 180, 692, 265]
article-paragraph: Mr Cullen strongly objected to this course also, unless the costs of the action were saddled upon Mr Pownall. [153, 1353, 281, 1382]
advert-paragraph: You cannot tear the great epidemic trains but the great composers of music may be your daily companions. All you want is a piano—a good piano. Inferior pianos are an irritation. The Dresden Piano Company stocks only good pianos, selected with special regard to New Zealand climate and conditions. The Dresden Company is absolutely straight in its dealings. The Manager is Mr W. J. Hoodless, Masterton, Pianos can be had on easy terms that you will scarcely feel that you are paying for it. Mr N. J. Hooker is manager for the North Island. Local representative Mr T. B. Hunter. [153, 1586, 281, 1735]
scorecard-essex [564, 894, 692, 945]
article-paragraph: Mr Pownall: Was it not typewritten by a clerk in a lawyer's office in Wellington?—Witness would not answer. [153, 967, 281, 1004]
article-paragraph: Mr Cullen again expostulated heatedly upon the action of Mr Pownall in endeavouring to conduct a case in which he had absolutely no locus standi. The proceedings were unheard of. [153, 1265, 281, 1322]
article-paragraph: Mr Cullen strongly objected to this action. He objected also to the case proceeding at all, as Mr Pownall had no locus standi in it as he had received a letter from his client instructing him to withdraw the action, and (Mr Cullen) read out a copy of such letter, which stated that O'Keeffe was not the father of the child, and regretting that she had caused him so much trouble and annoyance. [153, 496, 281, 599]
batsman: O'Conner, played on, b Douglas [564, 689, 667, 699]
section-heading: TRYING THE GOVERNMENT'S STRENGTH. [427, 224, 555, 245]
section-heading: THE LIQUOR TRADE. [446, 200, 536, 211]
score-row [564, 699, 692, 708]
article-paragraph: The "Daily Telegraph" deprecates any hasty condemnation of Dr. Cook's narrative. [290, 627, 418, 655]
article-paragraph: The cricket match between the Australians and Essex was resumed at Leyton to-day. [564, 150, 692, 179]
article-paragraph: The Budget debate has continued till the early hours of the morning. Ministers escaped defeat on several divisions only by the abstention of the Nationalists, whose attitude had been more than critical. The Government's majority on one division was 49. Before one division the Chief Liberal Whip crossed the floor of the House and conferred with Mr J. Redmond (Nationalist). Yesterday afternoon, taunting the Nationalists with selling themselves too cheaply. Many Liberals are away on their holidays. Urgent messages were despatched with a view to securing a better attendance of the Government members next week. [427, 325, 555, 484]
dateline: LONDON, September 3. [313, 615, 395, 625]
dateline: OTTAWA, September 3. [314, 241, 394, 251]
article-paragraph: The Houses have adjourned till Tuesday. [427, 1002, 555, 1022]
article-paragraph: Mr Pownall: You are a farmer at Otaria—Yes. [153, 826, 281, 846]
article-paragraph: Opposition members stated in the course of the debate that Mr Lloyd-George hoped that the new scheme would extinguish a number of licenses, and the fact that none of the license-holders were to be compensated is the penalty for non-acceptance of the Licensing Bill of 1908. [427, 485, 555, 560]
article-paragraph: Mr Wickersham, Attorney-General, declares that the Constitution will follow the flag. [290, 564, 418, 592]
section-heading: CHEESE. [472, 1163, 510, 1174]
article-divider [171, 270, 263, 271]
total-runs: 278 [680, 712, 692, 722]
subheadline: DR COOK'S JOURNEY. [303, 77, 405, 87]
subheadline: IN PERFECT HEALTH. [715, 62, 815, 72]
score-row [564, 661, 692, 670]
subheadline: LORD BERESFORDS' VIEWS. [568, 1020, 688, 1031]
headline-bomb-explosion: BOMB EXPLOSION IN A TRAIN. [711, 298, 819, 319]
dateline: LONDON, September 3. [450, 120, 532, 130]
runs: 0 [688, 642, 692, 652]
dateline: Received September 5, 5.5 p.m. LONDON, September 5. [439, 246, 543, 266]
article-paragraph: By far the most valuable item of cargo—although it was but a small line—brought to Lyttelton by the Huddart Parker steamer Riverina from Melbourne, states the "Press," was 25,000 sovereigns for the Bank of New Zealand. The bullion, which probably more than equalled in value all the other cargo brought by the steamer, was landed at Lyttelton "in good order and condition" on Thursday morning and brought to Christchurch. [16, 176, 144, 288]
article-paragraph: King Frederick will receive the explorer, and he will be entertained at banquets by the Minister of Commerce and by the Town Council. [290, 459, 418, 496]
headline-series-of-crimes: A SERIES OF CRIMES. [441, 796, 541, 806]
article-divider [445, 1423, 537, 1424]
article-paragraph: Mr Pownall: Do you decline to answer?—Yes. [153, 1185, 281, 1204]
